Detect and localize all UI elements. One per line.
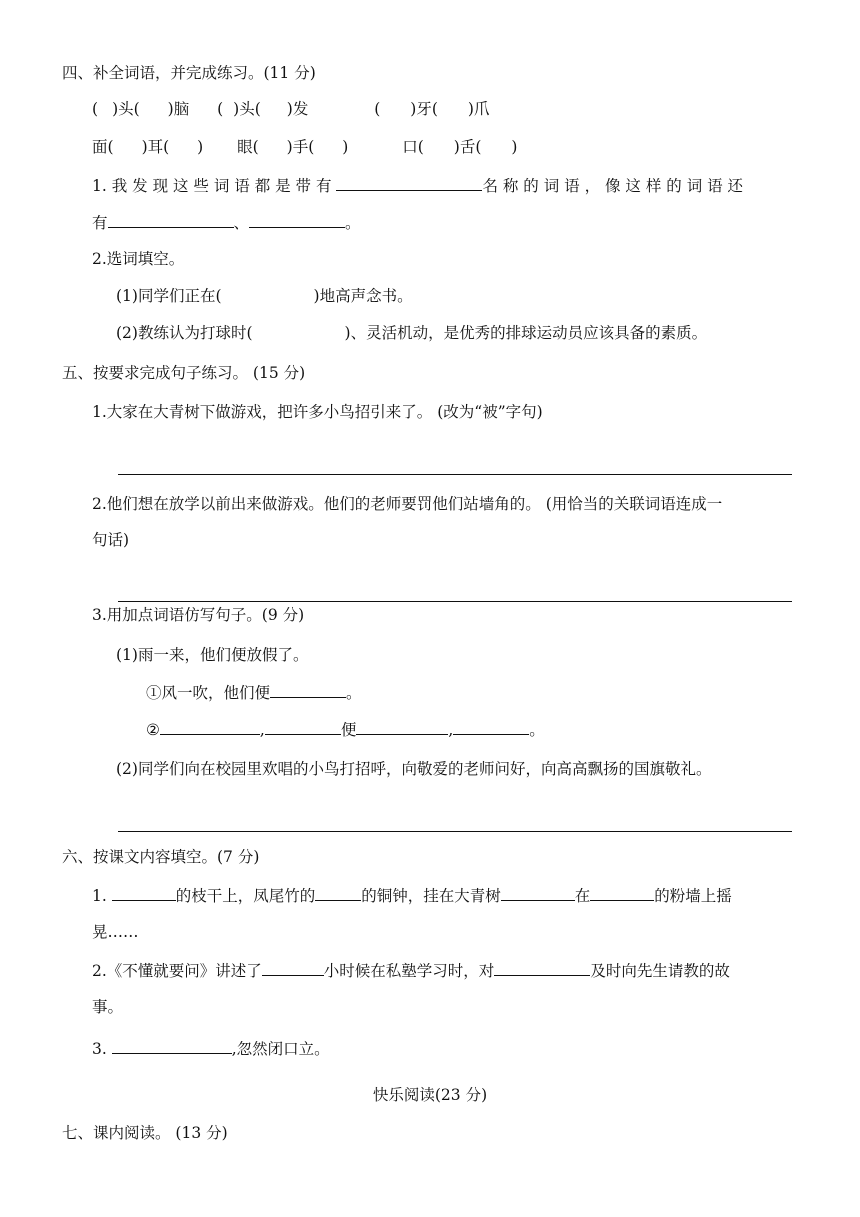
q5-1: 1.大家在大青树下做游戏，把许多小鸟招引来了。 (改为“被”字句)	[92, 403, 543, 421]
answer-blank[interactable]	[160, 718, 260, 735]
question-text: 及时向先生请教的故	[590, 962, 730, 980]
question-text: 。	[346, 684, 362, 702]
q6-1-line-1	[92, 884, 732, 907]
q4-2-2	[116, 322, 707, 344]
word-row-2	[92, 136, 517, 158]
word-part: )牙(	[410, 100, 438, 118]
q5-3-1-b	[146, 718, 545, 741]
question-text: ②	[146, 721, 160, 739]
word-part: (	[374, 100, 381, 118]
word-part: 眼(	[237, 138, 259, 156]
question-text: 1.	[92, 887, 107, 905]
reading-title: 快乐阅读(23 分)	[372, 1086, 488, 1104]
word-part: )	[511, 138, 518, 156]
word-part: )发	[286, 100, 309, 118]
question-text: 名 称 的 词 语 ， 像 这 样 的 词 语 还	[482, 177, 744, 195]
answer-blank[interactable]	[494, 959, 590, 976]
question-text: (2)教练认为打球时(	[116, 324, 253, 342]
answer-blank[interactable]	[270, 681, 346, 698]
answer-blank[interactable]	[356, 718, 448, 735]
word-part: )	[342, 138, 349, 156]
word-part: )	[197, 138, 204, 156]
question-text: 。	[529, 721, 545, 739]
question-text: 、	[233, 214, 250, 232]
question-text: 的枝干上，凤尾竹的	[175, 887, 316, 905]
question-text: 有	[92, 214, 108, 232]
q6-2-line-1	[92, 959, 730, 982]
question-text: 。	[345, 214, 361, 232]
question-text: 的铜钟，挂在大青树	[361, 887, 501, 905]
q6-2-line-2: 事。	[92, 998, 124, 1016]
word-part: )耳(	[141, 138, 170, 156]
section-6-heading: 六、按课文内容填空。(7 分)	[62, 848, 260, 866]
question-text: 的粉墙上摇	[654, 887, 732, 905]
question-text: 3.	[92, 1040, 107, 1058]
q4-1-line-1	[92, 174, 743, 197]
answer-blank[interactable]	[112, 884, 176, 901]
question-text: 2.《不懂就要问》讲述了	[92, 962, 262, 980]
answer-blank[interactable]	[112, 1037, 232, 1054]
answer-line[interactable]	[118, 601, 792, 602]
q4-1-line-2	[92, 211, 361, 234]
question-text: (1)同学们正在(	[116, 287, 222, 305]
answer-blank[interactable]	[249, 211, 345, 228]
question-text: 便	[340, 721, 357, 739]
question-text: )、灵活机动，是优秀的排球运动员应该具备的素质。	[344, 324, 708, 342]
section-5-heading: 五、按要求完成句子练习。 (15 分)	[62, 364, 306, 382]
answer-blank[interactable]	[265, 718, 341, 735]
q6-3	[92, 1037, 330, 1060]
answer-line[interactable]	[118, 831, 792, 832]
q5-2-line-1: 2.他们想在放学以前出来做游戏。他们的老师要罚他们站墙角的。 (用恰当的关联词语连成一	[92, 495, 723, 513]
question-text: 1. 我 发 现 这 些 词 语 都 是 带 有	[92, 177, 332, 195]
word-part: )头(	[233, 100, 261, 118]
word-part: )头(	[112, 100, 140, 118]
section-7-heading: 七、课内阅读。 (13 分)	[62, 1124, 228, 1142]
answer-blank[interactable]	[108, 211, 234, 228]
answer-blank[interactable]	[590, 884, 654, 901]
answer-blank[interactable]	[262, 959, 324, 976]
answer-blank[interactable]	[336, 174, 482, 191]
question-text: )地高声念书。	[313, 287, 413, 305]
q5-3-1-a	[146, 681, 362, 704]
q5-3-2: (2)同学们向在校园里欢唱的小鸟打招呼，向敬爱的老师问好，向高高飘扬的国旗敬礼。	[116, 760, 712, 778]
word-part: 口(	[402, 138, 424, 156]
q4-2: 2.选词填空。	[92, 250, 185, 268]
q4-2-1	[116, 285, 413, 307]
word-part: )手(	[286, 138, 315, 156]
answer-blank[interactable]	[453, 718, 529, 735]
answer-blank[interactable]	[501, 884, 575, 901]
word-row-1	[92, 98, 489, 120]
word-part: )舌(	[453, 138, 482, 156]
question-text: 在	[574, 887, 591, 905]
word-part: (	[217, 100, 224, 118]
answer-blank[interactable]	[315, 884, 361, 901]
q5-3-1: (1)雨一来，他们便放假了。	[116, 646, 309, 664]
question-text: 小时候在私塾学习时，对	[323, 962, 495, 980]
question-text: ①风一吹，他们便	[146, 684, 271, 702]
answer-line[interactable]	[118, 474, 792, 475]
q6-1-line-2: 晃……	[92, 923, 139, 941]
word-part: 面(	[92, 138, 114, 156]
q5-3: 3.用加点词语仿写句子。(9 分)	[92, 606, 305, 624]
word-part: )脑	[167, 100, 190, 118]
q5-2-line-2: 句话)	[92, 531, 130, 549]
question-text: ,	[448, 721, 454, 739]
word-part: (	[92, 100, 99, 118]
question-text: ,忽然闭口立。	[231, 1040, 330, 1058]
word-part: )爪	[467, 100, 490, 118]
section-4-heading: 四、补全词语，并完成练习。(11 分)	[62, 64, 316, 82]
question-text: ,	[259, 721, 265, 739]
